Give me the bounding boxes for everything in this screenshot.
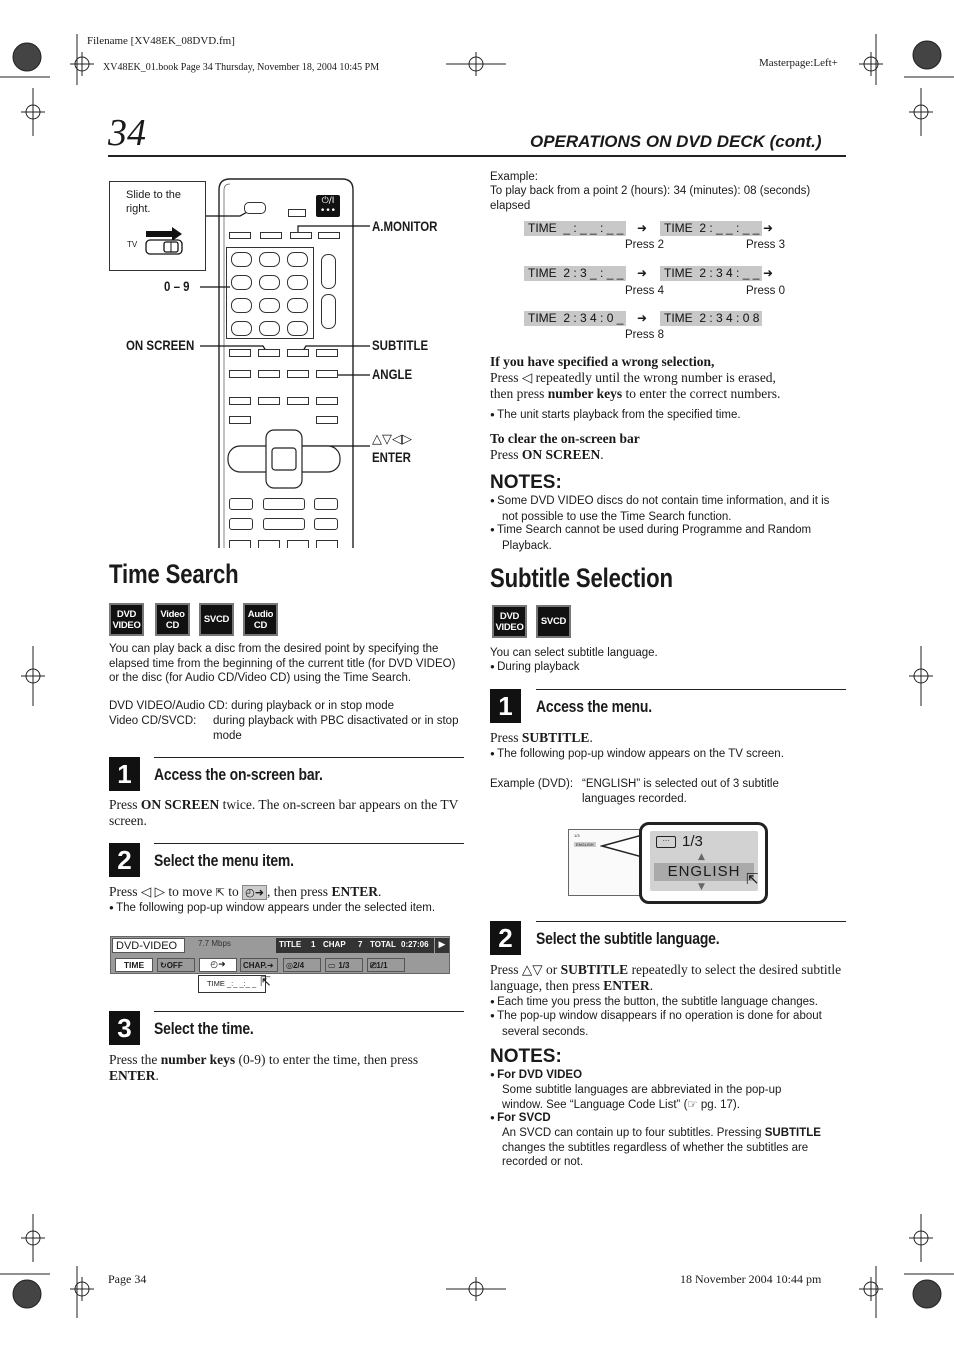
wrong-bullet: ● The unit starts playback from the specified time. xyxy=(490,408,741,424)
arrow-3: ➜ xyxy=(763,266,774,280)
number-key-2[interactable] xyxy=(259,252,280,267)
time-search-cond1: DVD VIDEO/Audio CD: during playback or in stop mode xyxy=(109,700,395,712)
remote-btn-h2[interactable] xyxy=(258,397,280,405)
sub-badge-dvd-l2: VIDEO xyxy=(495,621,524,633)
ts-step3-number: 3 xyxy=(109,1011,140,1045)
label-angle: ANGLE xyxy=(372,366,413,382)
ts-step2-t3: , then press xyxy=(266,884,332,899)
wrong-line1: Press ◁ repeatedly until the wrong number is erased, xyxy=(490,370,776,385)
remote-btn-r1a[interactable] xyxy=(229,232,251,239)
ts-step3-title: Select the time. xyxy=(154,1019,254,1038)
wrong-line2 xyxy=(490,386,780,402)
tv-label: TV xyxy=(127,240,138,249)
number-key-6[interactable] xyxy=(287,275,308,290)
press-label-0: Press 2 xyxy=(625,239,664,251)
cursor-arrow-icon: ⇱ xyxy=(215,886,225,899)
remote-btn-j2[interactable] xyxy=(263,498,305,510)
popup-language: ENGLISH xyxy=(654,863,754,881)
remote-btn-k3[interactable] xyxy=(314,518,338,530)
badge-video-cd-l2: CD xyxy=(165,619,180,631)
ts-step3-t3: . xyxy=(155,1068,159,1083)
notes1-item-1: ● Time Search cannot be used during Programme and Random Playback. xyxy=(490,523,846,553)
osd-chap-text: CHAP. xyxy=(243,961,267,970)
ts-step1-t2: twice. The on-screen bar appears on the TV screen. xyxy=(109,797,459,828)
wrong-line2-key: number keys xyxy=(547,386,623,401)
popup-subtitle-icon: ··· xyxy=(656,836,676,848)
amonitor-button[interactable] xyxy=(290,232,312,239)
badge-svcd xyxy=(199,603,234,636)
press-label-3: Press 0 xyxy=(746,285,785,297)
press-label-1: Press 3 xyxy=(746,239,785,251)
example-label: Example: xyxy=(490,171,538,183)
ts-step3-key2: ENTER xyxy=(109,1068,156,1083)
ss-step2-key2: ENTER xyxy=(603,978,650,993)
popup-count: 1/3 xyxy=(682,833,703,850)
ts-step3-key1: number keys xyxy=(160,1052,236,1067)
time-box-3: TIME 2 : 3 4 : _ _ xyxy=(660,266,762,281)
number-key-3[interactable] xyxy=(287,252,308,267)
time-search-cond2-text: during playback with PBC disactivated or in stop mode xyxy=(213,715,459,742)
wrong-line2-a: then press xyxy=(490,386,548,401)
arrow-0: ➜ xyxy=(637,221,648,235)
arrow-4: ➜ xyxy=(637,311,648,325)
notes2-heading: NOTES: xyxy=(490,1046,562,1067)
time-search-intro: You can play back a disc from the desired point by specifying the elapsed time from the beginning of the current title (for DVD VIDEO) or the disc (for Audio CD/Video CD) using the Time Search. xyxy=(109,643,456,684)
ts-step1-rule xyxy=(154,757,464,758)
badge-dvd-video-l2: VIDEO xyxy=(112,619,141,631)
subtitle-title: Subtitle Selection xyxy=(490,563,673,593)
popup-up-icon: ▲ xyxy=(698,852,705,862)
channel-rocker-top[interactable] xyxy=(321,254,336,289)
number-key-0[interactable] xyxy=(259,321,280,336)
ts-step3-text xyxy=(109,1052,465,1084)
ss-step1-text xyxy=(490,730,593,746)
subtitle-intro: You can select subtitle language. xyxy=(490,647,658,659)
dot-button[interactable] xyxy=(288,209,306,217)
notes2-item2-b: changes the subtitles regardless of whether the subtitles are recorded or not. xyxy=(502,1141,809,1168)
time-box-2: TIME 2 : 3 _ : _ _ xyxy=(524,266,626,281)
popup-pointer-icon: ⇱ xyxy=(746,870,759,888)
slide-note: Slide to the right. xyxy=(126,189,182,215)
remote-btn-k1[interactable] xyxy=(229,518,253,530)
ts-step2-title: Select the menu item. xyxy=(154,851,294,870)
subtitle-popup xyxy=(639,822,768,904)
channel-rocker-bottom[interactable] xyxy=(321,294,336,329)
mini-count: 1/3 xyxy=(574,833,580,838)
remote-btn-j3[interactable] xyxy=(314,498,338,510)
clear-end: . xyxy=(600,447,604,462)
osd-audio-button[interactable] xyxy=(283,958,321,972)
ts-step2-rule xyxy=(154,843,464,844)
remote-btn-i4[interactable] xyxy=(316,416,338,424)
sub-badge-dvd-l1: DVD xyxy=(499,610,520,622)
notes2-item1-text: Some subtitle languages are abbreviated in the pop-up window. See “Language Code List” (☞ pg. 17). xyxy=(502,1084,782,1111)
ss-step1-bullet: ● The following pop-up window appears on the TV screen. xyxy=(490,747,784,763)
remote-btn-l4[interactable] xyxy=(316,540,338,548)
press-label-4: Press 8 xyxy=(625,329,664,341)
subtitle-button[interactable] xyxy=(287,349,309,357)
ss-step2-key1: SUBTITLE xyxy=(560,962,629,977)
ss-step2-title: Select the subtitle language. xyxy=(536,929,720,948)
time-search-icon: ◴➜ xyxy=(242,885,267,900)
notes2-item2-a: An SVCD can contain up to four subtitles. Pressing xyxy=(502,1127,765,1139)
ts-step2-t4: . xyxy=(377,884,382,899)
remote-btn-g2[interactable] xyxy=(258,370,280,378)
ss-step2-text xyxy=(490,962,846,994)
clear-heading: To clear the on-screen bar xyxy=(490,431,640,446)
osd-subtitle-val: 1/3 xyxy=(338,961,350,970)
section-title: OPERATIONS ON DVD DECK (cont.) xyxy=(530,132,822,151)
osd-angle-button[interactable] xyxy=(367,958,405,972)
ss-step1-number: 1 xyxy=(490,689,521,723)
ts-step3-t1: Press the xyxy=(109,1052,161,1067)
ts-step1-t1: Press xyxy=(109,797,141,812)
ss-step2-t2: repeatedly to select the desired subtitle language, then press xyxy=(490,962,842,993)
footer-page: Page 34 xyxy=(108,1272,147,1286)
notes2-item2-text xyxy=(502,1126,846,1170)
time-box-5: TIME 2 : 3 4 : 0 8 xyxy=(660,311,762,326)
ss-step2-bullet-0: ● Each time you press the button, the subtitle language changes. xyxy=(490,995,846,1011)
remote-btn-l3[interactable] xyxy=(287,540,309,548)
camera-icon: ⎚ xyxy=(370,961,377,970)
book-line: XV48EK_01.book Page 34 Thursday, November 18, 2004 10:45 PM xyxy=(103,62,380,73)
ss-step1-t1: Press xyxy=(490,730,522,745)
ts-step3-t2: (0-9) to enter the time, then press xyxy=(235,1052,419,1067)
press-label-2: Press 4 xyxy=(625,285,664,297)
time-box-0: TIME _ : _ _ : _ _ xyxy=(524,221,626,236)
number-key-4[interactable] xyxy=(231,275,252,290)
osd-title-label: TITLE xyxy=(279,940,302,949)
subtitle-during: ● During playback xyxy=(490,660,580,676)
arrow-2: ➜ xyxy=(637,266,648,280)
ts-step2-number: 2 xyxy=(109,843,140,877)
arrow-right-icon: ➜ xyxy=(266,961,274,970)
number-key-7[interactable] xyxy=(231,298,252,313)
remote-btn-g4[interactable] xyxy=(316,370,338,378)
ss-step2-number: 2 xyxy=(490,921,521,955)
footer-date: 18 November 2004 10:44 pm xyxy=(680,1272,822,1286)
badge-svcd-l1: SVCD xyxy=(203,614,230,625)
badge-dvd-video xyxy=(109,603,144,636)
popup-down-icon: ▼ xyxy=(698,882,705,892)
label-subtitle: SUBTITLE xyxy=(372,337,429,353)
badge-audio-cd-l1: Audio xyxy=(247,608,274,620)
header-rule xyxy=(108,155,846,157)
remote-btn-f4[interactable] xyxy=(316,349,338,357)
remote-btn-k2[interactable] xyxy=(263,518,305,530)
masterpage-line: Masterpage:Left+ xyxy=(759,57,838,69)
mini-lang: ENGLISH xyxy=(576,842,594,847)
osd-angle-val: 1/1 xyxy=(376,961,388,970)
remote-btn-r1d[interactable] xyxy=(318,232,340,239)
subtitle-icon: ▭ xyxy=(328,961,339,970)
osd-subtitle-button[interactable] xyxy=(325,958,363,972)
badge-dvd-video-l1: DVD xyxy=(116,608,137,620)
remote-illustration xyxy=(108,176,468,548)
notes1-heading: NOTES: xyxy=(490,472,562,493)
remote-btn-h1[interactable] xyxy=(229,397,251,405)
remote-btn-g1[interactable] xyxy=(229,370,251,378)
clear-line xyxy=(490,447,604,463)
number-key-y[interactable] xyxy=(287,321,308,336)
ts-step1-title: Access the on-screen bar. xyxy=(154,765,323,784)
remote-btn-f2[interactable] xyxy=(258,349,280,357)
osd-rate: 7.7 Mbps xyxy=(198,939,231,948)
example-dvd-label: Example (DVD): xyxy=(490,778,574,790)
slide-switch[interactable] xyxy=(244,202,266,214)
onscreen-button[interactable] xyxy=(229,349,251,357)
osd-title-val: 1 xyxy=(311,940,316,949)
time-box-4: TIME 2 : 3 4 : 0 _ xyxy=(524,311,626,326)
label-amonitor: A.MONITOR xyxy=(372,218,438,234)
osd-total-val: 0:27:06 xyxy=(401,940,429,949)
osd-repeat-button[interactable] xyxy=(157,958,195,972)
badge-video-cd-l1: Video xyxy=(160,608,185,620)
ts-step1-number: 1 xyxy=(109,757,140,791)
remote-btn-l2[interactable] xyxy=(258,540,280,548)
filename-line: Filename [XV48EK_08DVD.fm] xyxy=(87,35,235,47)
osd-repeat-val: OFF xyxy=(166,961,183,970)
ts-step2-key: ENTER xyxy=(331,884,378,899)
ss-step2-bullet-1: ● The pop-up window disappears if no operation is done for about several seconds. xyxy=(490,1009,830,1039)
remote-btn-h3[interactable] xyxy=(287,397,309,405)
osd-play-icon: ▶ xyxy=(435,938,449,953)
wrong-line2-c: to enter the correct numbers. xyxy=(622,386,781,401)
number-key-5[interactable] xyxy=(259,275,280,290)
sub-badge-svcd xyxy=(536,605,571,638)
notes2-item2-head: ● For SVCD xyxy=(490,1111,551,1127)
notes2-item2-key: SUBTITLE xyxy=(764,1127,821,1139)
osd-time-button[interactable]: TIME xyxy=(115,958,153,972)
osd-bar xyxy=(110,936,450,974)
osd-mode: DVD-VIDEO xyxy=(112,938,185,953)
osd-audio-val: 2/4 xyxy=(292,961,305,970)
badge-audio-cd-l2: CD xyxy=(253,619,268,631)
example-text: To play back from a point 2 (hours): 34 (minutes): 08 (seconds) elapsed xyxy=(490,185,811,212)
ss-step1-key: SUBTITLE xyxy=(521,730,590,745)
ts-step2-text xyxy=(109,884,381,901)
clear-key: ON SCREEN xyxy=(521,447,601,462)
osd-timesearch-button[interactable]: ◴➜ xyxy=(199,958,237,972)
remote-btn-r1b[interactable] xyxy=(260,232,282,239)
number-key-x[interactable] xyxy=(231,321,252,336)
sub-badge-svcd-l1: SVCD xyxy=(540,616,567,627)
dpad[interactable] xyxy=(226,428,342,490)
osd-time-popup: TIME _:_ _:_ _ xyxy=(198,975,266,993)
number-key-8[interactable] xyxy=(259,298,280,313)
ss-step2-t3: . xyxy=(649,978,654,993)
notes2-item1-head: ● For DVD VIDEO xyxy=(490,1068,582,1084)
osd-chap-val: 7 xyxy=(358,940,363,949)
osd-chap-button[interactable] xyxy=(240,958,278,972)
badge-video-cd xyxy=(155,603,190,636)
ts-step1-text xyxy=(109,797,465,829)
time-search-title: Time Search xyxy=(109,559,239,589)
arrow-1: ➜ xyxy=(763,221,774,235)
time-box-1: TIME 2 : _ _ : _ _ xyxy=(660,221,762,236)
ss-step1-rule xyxy=(536,689,846,690)
sub-badge-dvd-video xyxy=(492,605,527,638)
badge-audio-cd xyxy=(243,603,278,636)
angle-button[interactable] xyxy=(287,370,309,378)
clear-press: Press xyxy=(490,447,522,462)
remote-btn-h4[interactable] xyxy=(316,397,338,405)
label-enter: ENTER xyxy=(372,449,411,465)
time-search-cond2-label: Video CD/SVCD: xyxy=(109,715,197,727)
remote-btn-j1[interactable] xyxy=(229,498,253,510)
osd-total-label: TOTAL xyxy=(370,940,396,949)
ts-step1-key: ON SCREEN xyxy=(140,797,220,812)
number-key-9[interactable] xyxy=(287,298,308,313)
osd-pointer-icon: ⇱ xyxy=(260,975,271,990)
ss-step2-t1: Press △▽ or xyxy=(490,962,561,977)
ss-step2-rule xyxy=(536,921,846,922)
ts-step2-t2: to xyxy=(224,884,243,899)
remote-btn-l1[interactable] xyxy=(229,540,251,548)
wrong-heading: If you have specified a wrong selection, xyxy=(490,354,715,369)
number-key-1[interactable] xyxy=(231,252,252,267)
ts-step2-bullet: ● The following pop-up window appears under the selected item. xyxy=(109,901,449,917)
repeat-icon: ↻ xyxy=(160,961,167,970)
power-button[interactable]: ⏻/I ••• xyxy=(316,195,340,217)
remote-btn-i1[interactable] xyxy=(229,416,251,424)
notes1-item-0: ● Some DVD VIDEO discs do not contain time information, and it is not possible to use the Time Search function. xyxy=(490,494,846,524)
example-dvd-text: “ENGLISH” is selected out of 3 subtitle languages recorded. xyxy=(582,778,779,805)
page-number: 34 xyxy=(108,112,146,154)
audio-icon: ◎ xyxy=(286,961,293,970)
label-zero-nine: 0 – 9 xyxy=(164,278,190,294)
ss-step1-t2: . xyxy=(589,730,593,745)
ss-step1-title: Access the menu. xyxy=(536,697,652,716)
label-arrows: △▽◁▷ xyxy=(372,432,412,447)
ts-step3-rule xyxy=(154,1011,464,1012)
osd-chap-label: CHAP xyxy=(323,940,346,949)
ts-step2-t1: Press ◁ ▷ to move xyxy=(109,884,216,899)
label-onscreen: ON SCREEN xyxy=(126,337,195,353)
